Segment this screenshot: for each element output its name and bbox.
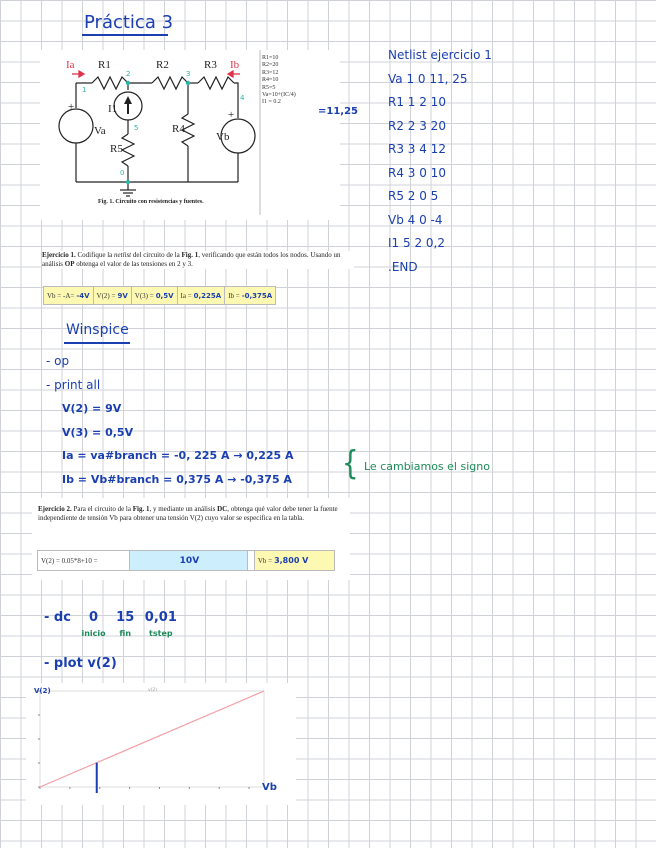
cell-value: 0,5V	[155, 291, 174, 300]
netlist-line: R5 2 0 5	[388, 189, 439, 203]
param-item: R1=10	[262, 55, 279, 61]
answer-cell-vb-result	[254, 551, 334, 570]
answer-cell-v2-target	[130, 551, 248, 570]
winspice-heading: Winspice	[66, 322, 129, 338]
exercise-2-text	[38, 505, 348, 523]
dc-value: 0,01	[144, 610, 177, 625]
param-item: Va=10+(IC/4)	[262, 92, 296, 99]
text-span: Fig. 1	[132, 505, 150, 513]
dc-step	[145, 610, 177, 640]
plot-legend: v(2)	[148, 688, 158, 693]
text-span: DC	[217, 505, 228, 513]
dc-sub: tstep	[149, 629, 173, 638]
param-item: R3=12	[262, 69, 279, 76]
netlist-line: Va 1 0 11, 25	[388, 71, 468, 86]
param-list	[262, 55, 296, 107]
cell-value: 3,800 V	[274, 556, 309, 565]
label-plus-a: +	[68, 101, 75, 113]
text-span: OP	[64, 260, 75, 268]
cell-value: -4V	[76, 291, 90, 300]
v2-plot	[26, 683, 296, 805]
exercise-1-answer-table	[43, 286, 276, 305]
text-span: del circuito de la	[131, 251, 182, 259]
winspice-v2: V(2) = 9V	[62, 402, 122, 415]
answer-cell-vb	[44, 287, 94, 304]
plot-command: - plot v(2)	[44, 656, 117, 671]
text-span: netlist	[114, 251, 132, 259]
netlist	[388, 44, 492, 279]
label-ib: Ib	[230, 59, 240, 71]
cell-label: Vb =	[257, 556, 273, 565]
winspice-ib: Ib = Vb#branch = 0,375 A → -0,375 A	[62, 473, 292, 486]
netlist-title: Netlist ejercicio 1	[388, 48, 492, 62]
node-5: 5	[134, 124, 139, 132]
netlist-line: .END	[388, 259, 418, 274]
brace-icon: {	[342, 445, 359, 483]
exercise-1-text	[42, 251, 354, 269]
v2-plot-svg	[26, 683, 296, 805]
cell-label: V(2) =	[96, 291, 116, 300]
text-span: Para el circuito de la	[71, 505, 133, 513]
text-span: obtenga el valor de las tensiones en 2 y 3.	[74, 260, 193, 268]
winspice-op: - op	[46, 354, 70, 368]
cell-label: Ib =	[228, 291, 240, 300]
param-item: R5=5	[262, 84, 276, 91]
winspice-ia: Ia = va#branch = -0, 225 A → 0,225 A	[62, 449, 294, 462]
exercise-1-heading: Ejercicio 1.	[42, 251, 76, 259]
node-2: 2	[126, 70, 131, 78]
netlist-line: I1 5 2 0,2	[388, 236, 445, 250]
dc-start	[81, 610, 105, 640]
dc-value: 15	[116, 610, 135, 625]
exercise-2-answer-table	[37, 550, 335, 571]
plot-ylabel: V(2)	[34, 687, 51, 695]
param-item: R4=10	[262, 77, 279, 84]
cell-value: 10V	[179, 555, 200, 566]
dc-sub: inicio	[81, 629, 106, 638]
cell-value: 0,225A	[193, 291, 222, 300]
winspice-v3: V(3) = 0,5V	[62, 426, 134, 439]
cell-label: Ia =	[180, 291, 192, 300]
exercise-2-heading: Ejercicio 2.	[38, 505, 72, 513]
answer-cell-v3	[132, 287, 178, 304]
text-span: , y mediante un análisis	[149, 505, 218, 513]
cell-value: 9V	[117, 291, 128, 300]
plot-xlabel: Vb	[262, 782, 277, 793]
label-r4: R4	[172, 123, 185, 135]
param-item: I1 = 0.2	[262, 99, 281, 106]
label-r2: R2	[156, 59, 169, 71]
cell-value: -0,375A	[241, 291, 273, 300]
winspice-underline	[64, 342, 130, 344]
label-r3: R3	[204, 59, 217, 71]
dc-prefix: - dc	[44, 610, 71, 625]
netlist-line: R1 1 2 10	[388, 95, 446, 109]
text-span: , obtenga qué valor debe tener la fuente independiente de tensión Vb para obtener una tensión V(2) cuyo valor se especifica en la tabla.	[38, 505, 338, 522]
netlist-line: R2 2 3 20	[388, 118, 446, 133]
label-r5: R5	[110, 143, 123, 155]
dc-stop	[116, 610, 134, 640]
node-0: 0	[120, 169, 125, 177]
node-1: 1	[82, 86, 87, 94]
node-4: 4	[240, 94, 245, 102]
dc-command	[44, 610, 177, 640]
param-item: R2=20	[262, 62, 279, 69]
cell-label: Vb = -A=	[47, 291, 75, 300]
label-ia: Ia	[66, 59, 75, 71]
dc-value: 0	[89, 610, 99, 625]
netlist-line: R4 3 0 10	[388, 165, 446, 180]
label-vb: Vb	[216, 131, 230, 143]
sign-note: Le cambiamos el signo	[364, 460, 490, 473]
page-title: Práctica 3	[84, 12, 174, 33]
label-va: Va	[94, 125, 106, 137]
label-i1: I1	[108, 103, 118, 115]
node-3: 3	[186, 70, 191, 78]
netlist-line: R3 3 4 12	[388, 142, 446, 156]
cell-label: V(3) =	[134, 291, 154, 300]
text-span: , verificando que están todos los nodos. Usando un análisis	[42, 251, 341, 268]
text-span: Fig. 1	[181, 251, 199, 259]
netlist-line: Vb 4 0 -4	[388, 212, 443, 227]
text-span: Codifique la	[75, 251, 115, 259]
va-result: =11,25	[318, 106, 359, 117]
figure-caption: Fig. 1. Circuito con resistencias y fuentes.	[98, 199, 204, 205]
dc-sub: fin	[119, 629, 132, 638]
answer-cell-v2	[94, 287, 132, 304]
label-r1: R1	[98, 59, 111, 71]
winspice-print: - print all	[46, 378, 101, 392]
answer-cell-formula: V(2) = 0.05*8+10 =	[38, 551, 130, 570]
label-plus-b: +	[228, 109, 235, 121]
title-underline	[82, 34, 168, 36]
answer-cell-ib	[225, 287, 275, 304]
answer-cell-ia	[178, 287, 226, 304]
